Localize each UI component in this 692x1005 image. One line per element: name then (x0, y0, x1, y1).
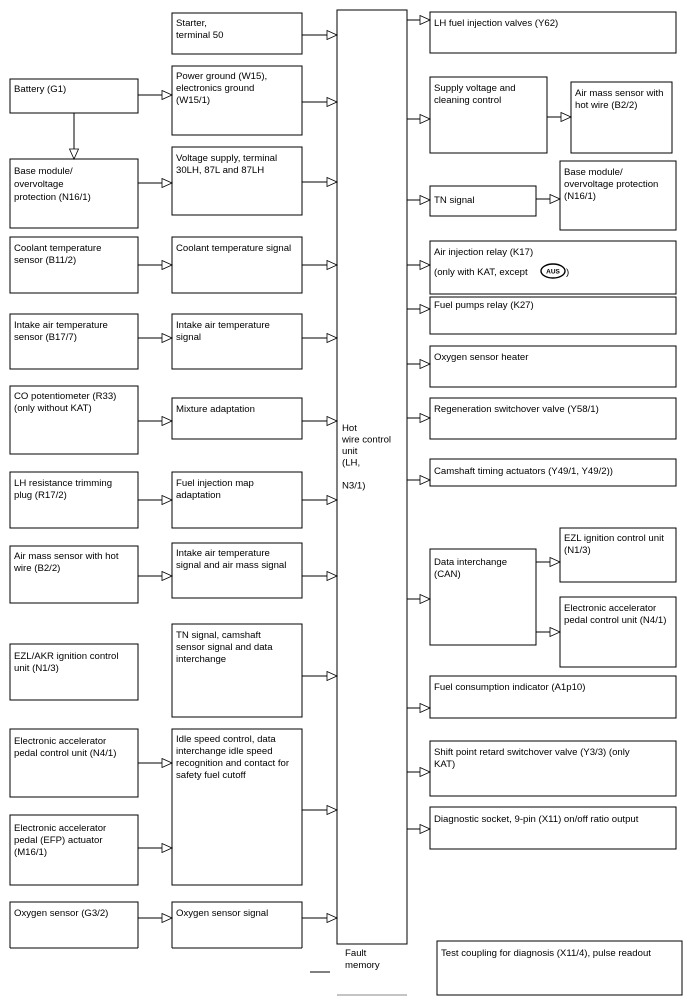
unit-to-diagnostic-arrow (407, 825, 430, 834)
idle-speed-control-label: Idle speed control, data interchange idle speed recognition and contact for safety fuel cutoff (176, 734, 290, 781)
control-unit-label: Hot wire control unit (LH, N3/1) (342, 423, 392, 492)
accel-pedal-unit-right-label: Electronic accelerator pedal control unit (N4/1) (564, 603, 667, 626)
unit-to-camshaft-arrow (407, 476, 430, 485)
air-injection-relay-label: Air injection relay (K17) (434, 247, 534, 258)
power-ground-label: Power ground (W15), electronics ground (W15/1) (176, 71, 268, 106)
intake-air-sensor-label: Intake air temperature sensor (B17/7) (14, 320, 108, 343)
base-module-to-signal-arrow (138, 179, 172, 188)
tn-signal-label: TN signal (434, 195, 475, 206)
lh-trimming-plug-label: LH resistance trimming plug (R17/2) (14, 478, 113, 501)
coolant-to-signal-arrow (138, 261, 172, 270)
intake-air-to-signal-arrow (138, 334, 172, 343)
voltage-supply-label: Voltage supply, terminal 30LH, 87L and 87LH (176, 153, 278, 176)
unit-to-fuel-consumption-arrow (407, 704, 430, 713)
tn-to-base-module-arrow (536, 195, 560, 204)
idle-speed-to-unit-arrow (302, 806, 337, 815)
intake-air-mass-to-unit-arrow (302, 572, 337, 581)
lh-injection-valves-label: LH fuel injection valves (Y62) (434, 18, 559, 29)
camshaft-actuators-label: Camshaft timing actuators (Y49/1, Y49/2)) (434, 466, 613, 477)
unit-to-shift-point-arrow (407, 768, 430, 777)
unit-to-regeneration-arrow (407, 414, 430, 423)
control-unit-box (337, 10, 407, 944)
intake-air-mass-signal-label: Intake air temperature signal and air mass signal (176, 548, 287, 571)
unit-to-supply-cleaning-arrow (407, 115, 430, 124)
air-mass-sensor-right-label: Air mass sensor with hot wire (B2/2) (575, 88, 664, 111)
aus-badge-text: AUS (546, 268, 560, 276)
coolant-sensor-label: Coolant temperature sensor (B11/2) (14, 243, 102, 266)
ezl-unit-right-label: EZL ignition control unit (N1/3) (564, 533, 664, 556)
data-to-accel-pedal-arrow (536, 628, 560, 637)
diagnostic-socket-label: Diagnostic socket, 9-pin (X11) on/off ratio output (434, 814, 639, 825)
fuel-pumps-relay-label: Fuel pumps relay (K27) (434, 300, 534, 311)
voltage-supply-to-unit-arrow (302, 178, 337, 187)
supply-cleaning-label: Supply voltage and cleaning control (434, 83, 516, 106)
oxygen-sensor-label: Oxygen sensor (G3/2) (14, 908, 109, 919)
unit-to-tn-signal-arrow (407, 196, 430, 205)
co-pot-to-signal-arrow (138, 417, 172, 426)
oxygen-heater-label: Oxygen sensor heater (434, 352, 529, 363)
intake-air-signal-label: Intake air temperature signal (176, 320, 270, 343)
air-mass-sensor-left-label: Air mass sensor with hot wire (B2/2) (14, 551, 119, 574)
fuel-map-adaptation-label: Fuel injection map adaptation (176, 478, 254, 501)
unit-to-fuel-pumps-arrow (407, 305, 430, 314)
fuel-consumption-label: Fuel consumption indicator (A1p10) (434, 682, 586, 693)
coolant-signal-label: Coolant temperature signal (176, 243, 292, 254)
fault-memory-label: Fault memory (345, 948, 380, 971)
accel-pedal-to-signal-arrow (138, 759, 172, 768)
intake-air-signal-to-unit-arrow (302, 334, 337, 343)
ezl-akr-unit-label: EZL/AKR ignition control unit (N1/3) (14, 651, 119, 674)
base-module-left-label: Base module/ overvoltage protection (N16/1) (14, 166, 91, 203)
unit-to-oxygen-heater-arrow (407, 360, 430, 369)
power-ground-to-unit-arrow (302, 98, 337, 107)
mixture-adaptation-label: Mixture adaptation (176, 404, 255, 415)
oxygen-signal-to-unit-arrow (302, 914, 337, 923)
fuel-map-to-unit-arrow (302, 496, 337, 505)
battery-to-base-module-arrow (70, 113, 79, 159)
coolant-signal-to-unit-arrow (302, 261, 337, 270)
efp-actuator-label: Electronic accelerator pedal (EFP) actuator (M16/1) (14, 823, 107, 858)
co-potentiometer-label: CO potentiometer (R33) (only without KAT) (14, 391, 117, 414)
efp-actuator-to-signal-arrow (138, 844, 172, 853)
supply-to-air-mass-arrow (547, 113, 571, 122)
accel-pedal-unit-left-label: Electronic accelerator pedal control unit (N4/1) (14, 736, 117, 759)
unit-to-lh-valves-arrow (407, 16, 430, 25)
oxygen-to-signal-arrow (138, 914, 172, 923)
starter-label: Starter, terminal 50 (176, 18, 224, 41)
lh-plug-to-signal-arrow (138, 496, 172, 505)
test-coupling-label: Test coupling for diagnosis (X11/4), pulse readout (441, 948, 651, 959)
unit-to-air-injection-arrow (407, 261, 430, 270)
regeneration-valve-label: Regeneration switchover valve (Y58/1) (434, 404, 599, 415)
tn-camshaft-to-unit-arrow (302, 672, 337, 681)
data-interchange-label: Data interchange (CAN) (434, 557, 508, 580)
mixture-to-unit-arrow (302, 417, 337, 426)
data-to-ezl-arrow (536, 558, 560, 567)
battery-label: Battery (G1) (14, 84, 67, 95)
unit-to-data-interchange-arrow (407, 595, 430, 604)
starter-to-unit-arrow (302, 31, 337, 40)
shift-point-valve-label: Shift point retard switchover valve (Y3/3) (only KAT) (434, 747, 630, 770)
air-injection-note-end: ) (566, 267, 570, 278)
base-module-right-label: Base module/ overvoltage protection (N16/1) (564, 167, 659, 202)
tn-camshaft-signal-label: TN signal, camshaft sensor signal and data interchange (176, 630, 273, 665)
oxygen-signal-label: Oxygen sensor signal (176, 908, 269, 919)
battery-to-signal-arrow (138, 91, 172, 100)
air-mass-to-signal-arrow (138, 572, 172, 581)
air-injection-note: (only with KAT, except (434, 267, 528, 278)
